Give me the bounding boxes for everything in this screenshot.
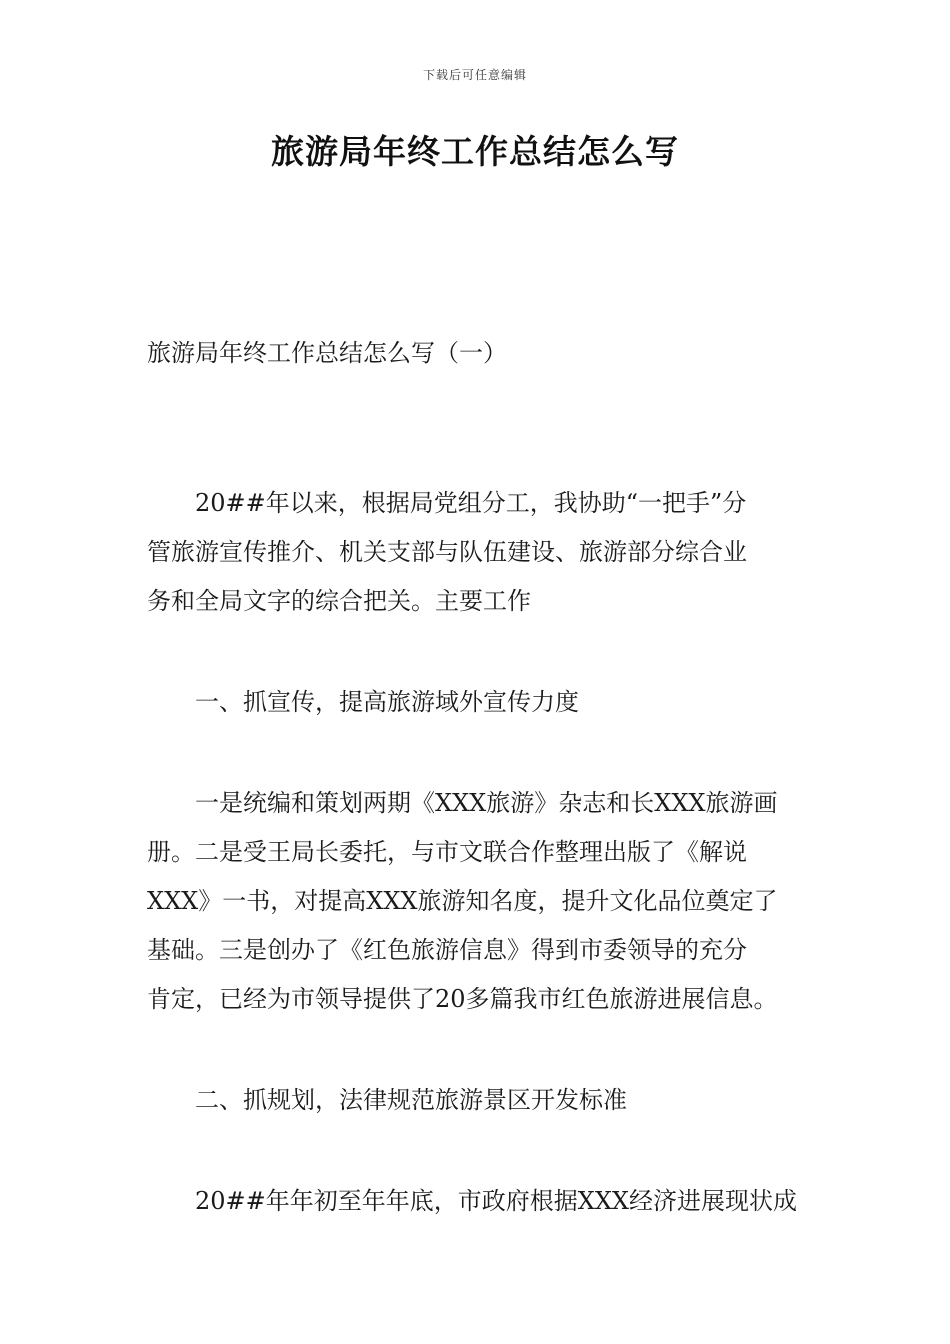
paragraph-1-line-1: 20##年以来，根据局党组分工，我协助“一把手”分: [195, 489, 747, 517]
paragraph-2-line-3: XXX》一书，对提高XXX旅游知名度，提升文化品位奠定了: [147, 887, 778, 915]
paragraph-3-line-1: 20##年年初至年年底，市政府根据XXX经济进展现状成: [195, 1187, 798, 1215]
subheading-2: 二、抓规划，法律规范旅游景区开发标准: [195, 1086, 627, 1114]
document-title: 旅游局年终工作总结怎么写: [271, 132, 679, 171]
paragraph-2-line-5: 肯定，已经为市领导提供了20多篇我市红色旅游进展信息。: [147, 985, 778, 1013]
section-heading: 旅游局年终工作总结怎么写（一）: [147, 339, 507, 367]
paragraph-2-line-4: 基础。三是创办了《红色旅游信息》得到市委领导的充分: [147, 936, 747, 964]
paragraph-1-line-2: 管旅游宣传推介、机关支部与队伍建设、旅游部分综合业: [147, 538, 747, 566]
paragraph-2-line-2: 册。二是受王局长委托，与市文联合作整理出版了《解说: [147, 838, 747, 866]
header-note: 下载后可任意编辑: [422, 68, 527, 82]
paragraph-2-line-1: 一是统编和策划两期《XXX旅游》杂志和长XXX旅游画: [195, 789, 778, 817]
paragraph-1-line-3: 务和全局文字的综合把关。主要工作: [147, 587, 531, 615]
subheading-1: 一、抓宣传，提高旅游域外宣传力度: [195, 688, 579, 716]
